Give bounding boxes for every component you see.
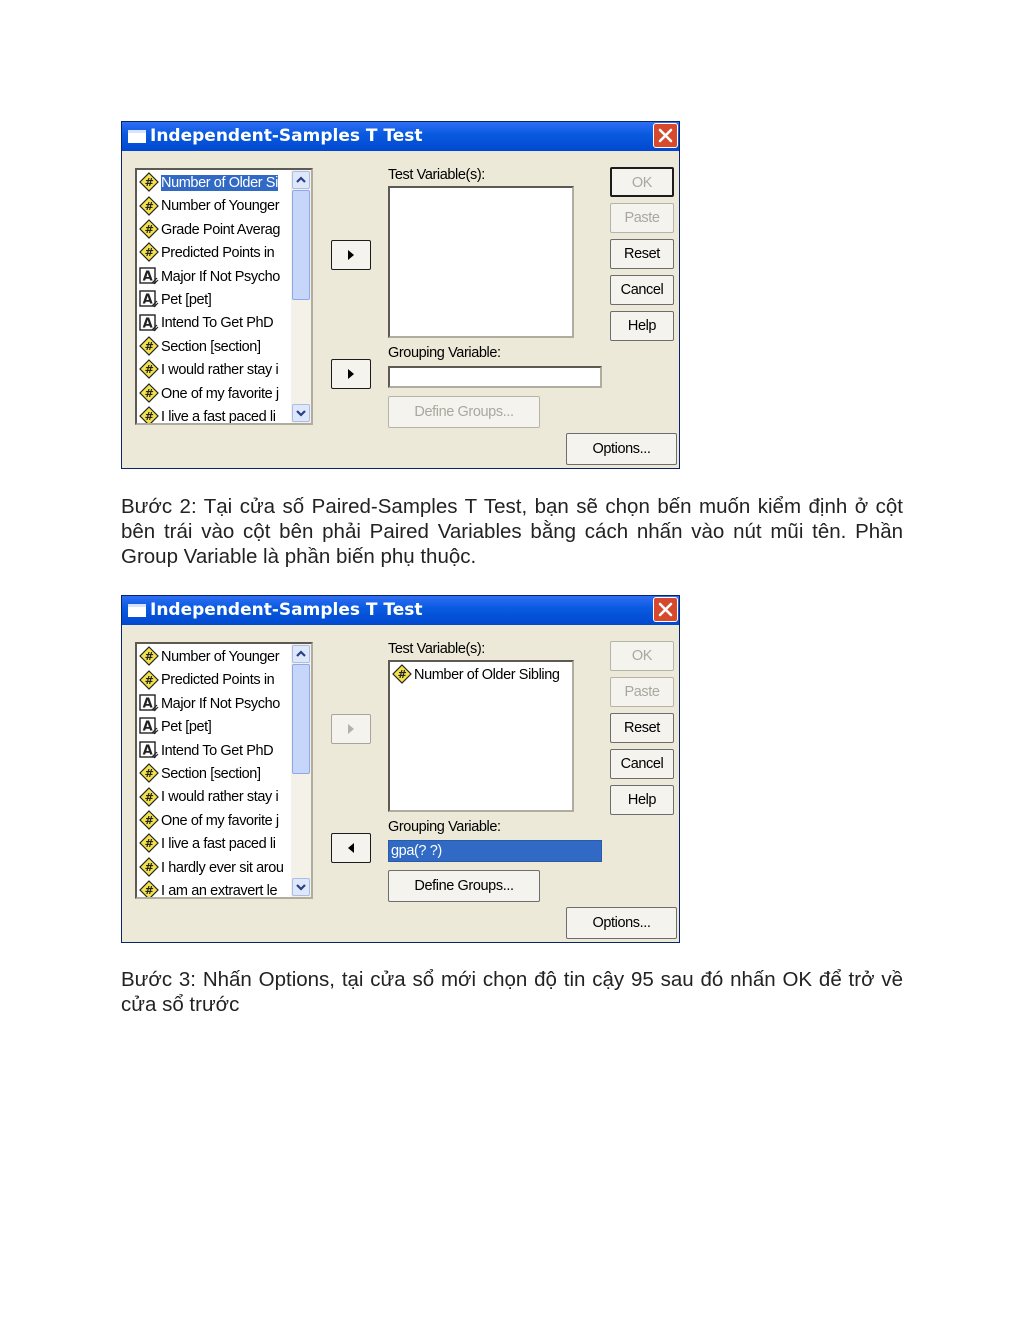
scale-variable-icon bbox=[139, 242, 159, 262]
options-button[interactable]: Options... bbox=[566, 433, 677, 465]
test-variables-list[interactable] bbox=[388, 186, 574, 338]
independent-samples-dialog-2 bbox=[121, 595, 680, 943]
variable-label: Section [section] bbox=[161, 766, 261, 782]
svg-text:#: # bbox=[144, 176, 154, 190]
variable-item[interactable] bbox=[139, 786, 291, 808]
variable-label: I would rather stay i bbox=[161, 789, 279, 806]
close-icon bbox=[658, 602, 673, 617]
svg-text:#: # bbox=[144, 813, 154, 827]
grouping-variable-field[interactable]: gpa(? ?) bbox=[388, 840, 602, 862]
source-variable-list[interactable] bbox=[135, 168, 313, 425]
variable-label: One of my favorite j bbox=[161, 812, 279, 829]
svg-text:#: # bbox=[144, 246, 154, 260]
list-scrollbar[interactable] bbox=[291, 170, 311, 423]
scale-variable-icon bbox=[139, 646, 159, 666]
dialog-title: Independent-Samples T Test bbox=[150, 126, 423, 146]
arrow-left-icon bbox=[346, 842, 356, 854]
variable-item[interactable] bbox=[139, 669, 291, 691]
help-button[interactable]: Help bbox=[610, 785, 674, 815]
scale-variable-icon bbox=[139, 336, 159, 356]
scale-variable-icon bbox=[139, 810, 159, 830]
move-to-grouping-variable-button[interactable] bbox=[331, 359, 371, 389]
window-icon bbox=[128, 604, 146, 617]
chevron-down-icon bbox=[293, 405, 309, 421]
variable-label: Major If Not Psycho bbox=[161, 695, 280, 712]
scale-variable-icon bbox=[139, 383, 159, 403]
svg-text:#: # bbox=[144, 790, 154, 804]
scale-variable-icon bbox=[139, 172, 159, 192]
ok-button[interactable]: OK bbox=[610, 167, 674, 197]
paste-button[interactable]: Paste bbox=[610, 203, 674, 233]
svg-text:A: A bbox=[142, 743, 153, 759]
variable-item[interactable] bbox=[139, 716, 291, 738]
svg-text:#: # bbox=[144, 199, 154, 213]
scroll-up-button[interactable] bbox=[292, 645, 310, 663]
variable-label: I hardly ever sit arou bbox=[161, 859, 284, 876]
scroll-down-button[interactable] bbox=[292, 878, 310, 896]
scale-variable-icon bbox=[139, 833, 159, 853]
svg-text:#: # bbox=[144, 386, 154, 400]
variable-label: Predicted Points in bbox=[161, 672, 275, 689]
variable-label: Pet [pet] bbox=[161, 719, 212, 736]
nominal-variable-icon bbox=[139, 693, 159, 713]
svg-text:A: A bbox=[142, 696, 153, 712]
scroll-thumb[interactable] bbox=[292, 664, 310, 774]
scroll-up-button[interactable] bbox=[292, 171, 310, 189]
variable-item[interactable] bbox=[139, 312, 291, 334]
title-bar[interactable] bbox=[122, 596, 679, 625]
title-bar[interactable] bbox=[122, 122, 679, 151]
scale-variable-icon bbox=[139, 196, 159, 216]
reset-button[interactable]: Reset bbox=[610, 713, 674, 743]
variable-label: I live a fast paced li bbox=[161, 409, 276, 425]
nominal-variable-icon bbox=[139, 740, 159, 760]
svg-text:#: # bbox=[144, 650, 154, 664]
source-variable-list[interactable] bbox=[135, 642, 313, 899]
scroll-thumb[interactable] bbox=[292, 190, 310, 300]
svg-text:#: # bbox=[144, 767, 154, 781]
cancel-button[interactable]: Cancel bbox=[610, 275, 674, 305]
close-icon bbox=[658, 128, 673, 143]
step-3-paragraph: Bước 3: Nhấn Options, tại cửa sổ mới chọn độ tin cậy 95 sau đó nhấn OK để trở về cửa sổ trước bbox=[121, 968, 903, 1016]
variable-item[interactable] bbox=[139, 693, 291, 715]
help-button[interactable]: Help bbox=[610, 311, 674, 341]
arrow-right-icon bbox=[346, 249, 356, 261]
scale-variable-icon bbox=[139, 219, 159, 239]
svg-text:#: # bbox=[397, 668, 407, 682]
move-to-test-variables-button[interactable] bbox=[331, 714, 371, 744]
list-scrollbar[interactable] bbox=[291, 644, 311, 897]
variable-label: I live a fast paced li bbox=[161, 836, 276, 853]
svg-text:#: # bbox=[144, 222, 154, 236]
paste-button[interactable]: Paste bbox=[610, 677, 674, 707]
variable-label: Number of Older Si bbox=[161, 175, 278, 191]
options-button[interactable]: Options... bbox=[566, 907, 677, 939]
variable-item[interactable] bbox=[139, 383, 291, 405]
variable-item[interactable] bbox=[139, 857, 291, 879]
variable-item[interactable] bbox=[139, 810, 291, 832]
variable-label: Intend To Get PhD bbox=[161, 742, 274, 759]
svg-text:A: A bbox=[142, 316, 153, 332]
chevron-up-icon bbox=[293, 172, 309, 188]
ok-button[interactable]: OK bbox=[610, 641, 674, 671]
variable-item[interactable] bbox=[139, 833, 291, 855]
scale-variable-icon bbox=[139, 359, 159, 379]
grouping-variable-label: Grouping Variable: bbox=[388, 819, 501, 835]
variable-item[interactable] bbox=[139, 266, 291, 288]
variable-item[interactable] bbox=[139, 289, 291, 311]
variable-label: Number of Older Sibling bbox=[414, 667, 560, 683]
nominal-variable-icon bbox=[139, 289, 159, 309]
nominal-variable-icon bbox=[139, 313, 159, 333]
dialog-title: Independent-Samples T Test bbox=[150, 600, 423, 620]
variable-item[interactable] bbox=[139, 406, 291, 425]
reset-button[interactable]: Reset bbox=[610, 239, 674, 269]
variable-item[interactable] bbox=[139, 359, 291, 381]
variable-label: I would rather stay i bbox=[161, 362, 279, 379]
scroll-down-button[interactable] bbox=[292, 404, 310, 422]
variable-item[interactable] bbox=[139, 740, 291, 762]
svg-text:#: # bbox=[144, 339, 154, 353]
variable-item[interactable] bbox=[139, 195, 291, 217]
scale-variable-icon bbox=[139, 787, 159, 807]
nominal-variable-icon bbox=[139, 266, 159, 286]
variable-label: Number of Younger bbox=[161, 649, 280, 665]
scale-variable-icon bbox=[139, 880, 159, 899]
close-button[interactable] bbox=[653, 123, 678, 148]
test-variables-label: Test Variable(s): bbox=[388, 641, 485, 657]
define-groups-button[interactable]: Define Groups... bbox=[388, 396, 540, 428]
variable-item[interactable] bbox=[139, 646, 291, 668]
svg-text:#: # bbox=[144, 363, 154, 377]
arrow-right-icon bbox=[346, 723, 356, 735]
scale-variable-icon bbox=[139, 857, 159, 877]
scale-variable-icon bbox=[139, 406, 159, 425]
variable-label: Pet [pet] bbox=[161, 292, 212, 308]
test-variables-label: Test Variable(s): bbox=[388, 167, 485, 183]
define-groups-button[interactable]: Define Groups... bbox=[388, 870, 540, 902]
chevron-up-icon bbox=[293, 646, 309, 662]
scale-variable-icon bbox=[392, 664, 412, 684]
scale-variable-icon bbox=[139, 763, 159, 783]
variable-item[interactable] bbox=[139, 242, 291, 264]
grouping-variable-label: Grouping Variable: bbox=[388, 345, 501, 361]
svg-text:A: A bbox=[142, 292, 153, 308]
variable-label: One of my favorite j bbox=[161, 385, 279, 402]
chevron-down-icon bbox=[293, 879, 309, 895]
svg-text:A: A bbox=[142, 719, 153, 735]
svg-text:#: # bbox=[144, 837, 154, 851]
independent-samples-dialog-1 bbox=[121, 121, 680, 469]
variable-item[interactable] bbox=[139, 336, 291, 358]
svg-text:#: # bbox=[144, 860, 154, 874]
arrow-right-icon bbox=[346, 368, 356, 380]
nominal-variable-icon bbox=[139, 716, 159, 736]
scale-variable-icon bbox=[139, 670, 159, 690]
variable-label: Number of Younger bbox=[161, 198, 280, 215]
variable-label: Intend To Get PhD bbox=[161, 315, 274, 332]
close-button[interactable] bbox=[653, 597, 678, 622]
test-variables-list[interactable] bbox=[388, 660, 574, 812]
cancel-button[interactable]: Cancel bbox=[610, 749, 674, 779]
svg-text:#: # bbox=[144, 673, 154, 687]
move-to-test-variables-button[interactable] bbox=[331, 240, 371, 270]
window-icon bbox=[128, 130, 146, 143]
variable-label: Predicted Points in bbox=[161, 245, 275, 262]
svg-text:#: # bbox=[144, 884, 154, 898]
variable-label: Section [section] bbox=[161, 338, 261, 355]
variable-label: Grade Point Averag bbox=[161, 221, 281, 238]
step-2-paragraph: Bước 2: Tại cửa số Paired-Samples T Test, bạn sẽ chọn bến muốn kiểm định ở cột bên trái vào cột bên phải Paired Variables bằng cách nhấn vào nút mũi tên. Phần Group Variable là phần biến phụ thuộc. bbox=[121, 495, 903, 568]
variable-item[interactable] bbox=[139, 763, 291, 785]
grouping-variable-field[interactable] bbox=[388, 366, 602, 388]
svg-text:#: # bbox=[144, 410, 154, 424]
variable-label: I am an extravert le bbox=[161, 883, 278, 899]
variable-label: Major If Not Psycho bbox=[161, 268, 280, 285]
svg-text:A: A bbox=[142, 269, 153, 285]
variable-item[interactable] bbox=[139, 880, 291, 899]
variable-item[interactable] bbox=[139, 172, 291, 194]
variable-item[interactable] bbox=[139, 219, 291, 241]
remove-grouping-variable-button[interactable] bbox=[331, 833, 371, 863]
variable-item[interactable] bbox=[392, 664, 570, 686]
